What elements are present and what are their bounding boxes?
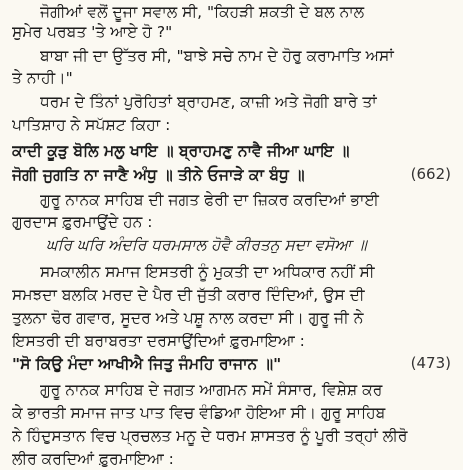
- page-reference: (473): [410, 354, 451, 372]
- text-line: ਪਾਤਿਸ਼ਾਹ ਨੇ ਸਪੱਸ਼ਟ ਕਿਹਾ :: [12, 116, 171, 134]
- text-line: ਸੁਮੇਰ ਪਰਬਤ 'ਤੇ ਆਏ ਹੋ ?": [12, 23, 173, 41]
- text-line: ਧਰਮ ਦੇ ਤਿੰਨਾਂ ਪੁਰੋਹਿਤਾਂ ਬ੍ਰਾਹਮਣ, ਕਾਜ਼ੀ ਅਤੇ ਜੋਗੀ ਬਾਰੇ ਤਾਂ: [40, 93, 377, 111]
- text-line: ਗੁਰੂ ਨਾਨਕ ਸਾਹਿਬ ਦੇ ਜਗਤ ਆਗਮਨ ਸਮੇਂ ਸੰਸਾਰ, ਵਿਸ਼ੇਸ਼ ਕਰ: [40, 381, 383, 399]
- text-line: ਜੋਗੀਆਂ ਵਲੋਂ ਦੂਜਾ ਸਵਾਲ ਸੀ, "ਕਿਹੜੀ ਸ਼ਕਤੀ ਦੇ ਬਲ ਨਾਲ: [40, 3, 365, 21]
- gurbani-quote-line: "ਸੋ ਕਿਉ ਮੰਦਾ ਆਖੀਐ ਜਿਤੁ ਜੰਮਹਿ ਰਾਜਾਨ ॥": [12, 355, 282, 373]
- page-reference: (662): [410, 165, 451, 183]
- text-line: ਨੇ ਹਿੰਦੁਸਤਾਨ ਵਿਚ ਪ੍ਰਚਲਤ ਮਨੂ ਦੇ ਧਰਮ ਸ਼ਾਸਤਰ ਨੂੰ ਪੂਰੀ ਤਰ੍ਹਾਂ ਲੀਰੋ: [12, 427, 408, 445]
- text-line: ਲੀਰ ਕਰਦਿਆਂ ਫ਼ੁਰਮਾਇਆ :: [12, 450, 174, 468]
- text-line: ਸਮਝਦਾ ਬਲਕਿ ਮਰਦ ਦੇ ਪੈਰ ਦੀ ਜੁੱਤੀ ਕਰਾਰ ਦਿੰਦਿਆਂ, ਉਸ ਦੀ: [12, 286, 365, 304]
- vaar-quote-line: ਘਰਿ ਘਰਿ ਅੰਦਰਿ ਧਰਮਸਾਲ ਹੋਵੈ ਕੀਰਤਨੁ ਸਦਾ ਵਸੋਆ ॥: [46, 236, 367, 254]
- text-line: ਬਾਬਾ ਜੀ ਦਾ ਉੱਤਰ ਸੀ, "ਬਾਝੇ ਸਚੇ ਨਾਮ ਦੇ ਹੋਰੁ ਕਰਾਮਾਤਿ ਅਸਾਂ: [40, 47, 394, 65]
- gurbani-quote-line: ਜੋਗੀ ਜੁਗਤਿ ਨਾ ਜਾਣੈ ਅੰਧੁ ॥ ਤੀਨੇ ਓਜਾੜੇ ਕਾ ਬੰਧੁ ॥: [12, 166, 305, 184]
- text-line: ਇਸਤਰੀ ਦੀ ਬਰਾਬਰਤਾ ਦਰਸਾਉਂਦਿਆਂ ਫ਼ੁਰਮਾਇਆ :: [12, 332, 305, 350]
- text-line: ਸਮਕਾਲੀਨ ਸਮਾਜ ਇਸਤਰੀ ਨੂੰ ਮੁਕਤੀ ਦਾ ਅਧਿਕਾਰ ਨਹੀਂ ਸੀ: [40, 263, 375, 281]
- text-line: ਗੁਰਦਾਸ ਫ਼ੁਰਮਾਉਂਦੇ ਹਨ :: [12, 213, 153, 231]
- text-line: ਕੇ ਭਾਰਤੀ ਸਮਾਜ ਜਾਤ ਪਾਤ ਵਿਚ ਵੰਡਿਆ ਹੋਇਆ ਸੀ। ਗੁਰੂ ਸਾਹਿਬ: [12, 404, 386, 422]
- text-line: ਤੁਲਨਾ ਢੋਰ ਗਵਾਰ, ਸੂਦਰ ਅਤੇ ਪਸ਼ੂ ਨਾਲ ਕਰਦਾ ਸੀ। ਗੁਰੂ ਜੀ ਨੇ: [12, 309, 364, 327]
- text-line: ਗੁਰੂ ਨਾਨਕ ਸਾਹਿਬ ਦੀ ਜਗਤ ਫੇਰੀ ਦਾ ਜ਼ਿਕਰ ਕਰਦਿਆਂ ਭਾਈ: [40, 191, 379, 209]
- gurbani-quote-line: ਕਾਦੀ ਕੂੜੁ ਬੋਲਿ ਮਲੁ ਖਾਇ ॥ ਬ੍ਰਾਹਮਣੁ ਨਾਵੈ ਜੀਆ ਘਾਇ ॥: [12, 142, 350, 160]
- text-line: ਤੇ ਨਾਹੀ।": [12, 69, 73, 87]
